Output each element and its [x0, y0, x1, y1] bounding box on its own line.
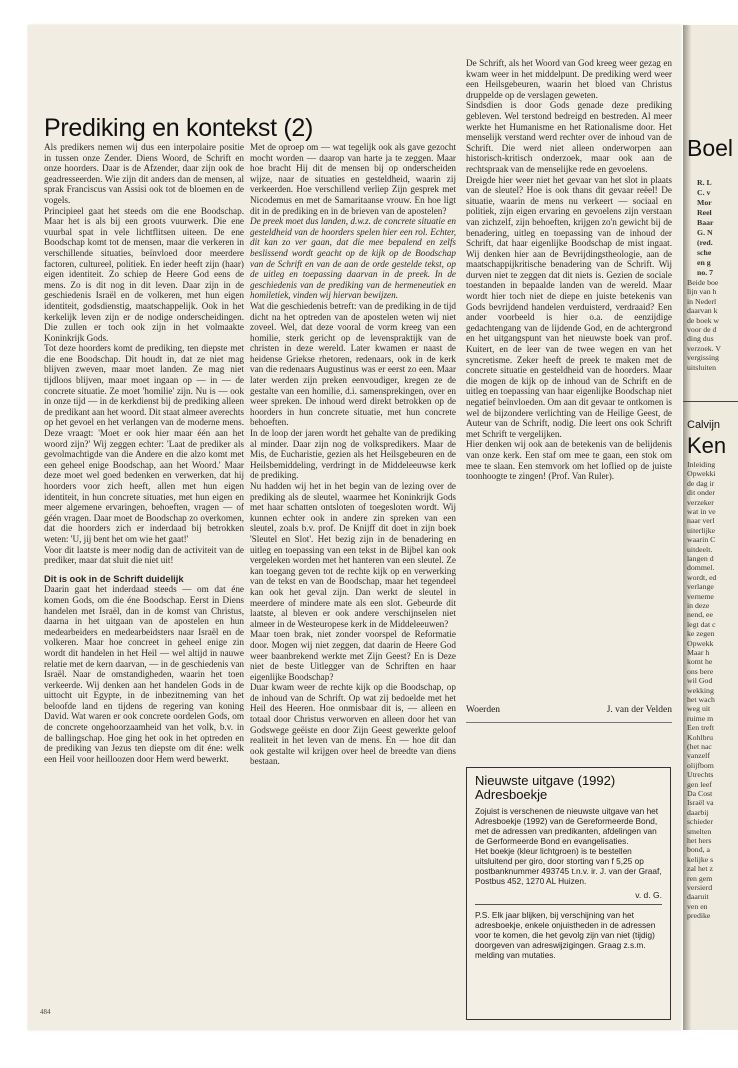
text-line: dommel.	[687, 563, 715, 573]
paragraph: Als predikers nemen wij dus een interpolaire positie in tussen onze Zender. Diens Woord, de Schrift en onze hoorders. Daar is de Afzender, daar zijn ook de geadresseerden. Wie zijn dit anders dan de mensen, al sprak Franciscus van Assisi ook tot de bloemen en de vogels.	[44, 142, 244, 205]
paragraph: In de loop der jaren wordt het gehalte van de prediking al minder. Daar zijn nog de volkspredikers. Maar de Mis, de Eucharistie, gezien als het Heilsgebeuren en de Heilsbemiddeling, verdringt in de Middeleeuwse kerk de prediking.	[250, 428, 456, 481]
text-line: in deze	[687, 601, 710, 610]
text-line: smelten	[687, 826, 712, 836]
page-right-fragment	[683, 25, 738, 1030]
next-article-title: Boel	[687, 135, 734, 161]
place: Woerden	[466, 705, 501, 715]
text-line: verneme	[687, 591, 714, 601]
text-line: (red.	[697, 238, 713, 247]
text-line: vanzelf	[687, 751, 710, 761]
text-line: komt he	[687, 657, 713, 667]
text-line: waarin C	[687, 535, 716, 545]
text-line: Utrechts	[687, 770, 714, 780]
next-article-kicker: Calvijn	[687, 419, 721, 431]
text-line: dit onder	[687, 488, 715, 498]
notice-initials: v. d. G.	[635, 890, 662, 900]
text-line: ren gem	[687, 873, 713, 883]
column-2	[250, 142, 456, 990]
text-line: en g	[697, 258, 711, 267]
text-line: de dag ir	[687, 478, 715, 488]
text-line: Een treft	[687, 723, 715, 733]
paragraph: Hier denken wij ook aan de betekenis van de belijdenis van onze kerk. Een staf om mee te gaan, een stok om mee te slaan. Een stemvork om het loflied op de juiste toonhoogte te zingen! (Prof. Van Ruler).	[466, 439, 672, 482]
signature-line	[466, 705, 672, 715]
divider	[683, 401, 738, 402]
column-1	[44, 142, 244, 1004]
page-number: 484	[40, 1008, 51, 1016]
paragraph: Nu hadden wij het in het begin van de lezing over de prediking als de sleutel, waarmee het Koninkrijk Gods met haar schatten ontsloten of toegesloten wordt. Wij kunnen echter ook in andere zin spreken van een sleutel, zoals b.v. prof. De Knijff dit doet in zijn boek 'Sleutel en Slot'. Het bezig zijn in de benadering en uitleg en toepassing van een tekst in de Bijbel kan ook vergeleken worden met het hanteren van een sleutel. Ze kan toegang geven tot de rechte kijk op en verwerking van de tekst en van de Boodschap, maar het tegendeel kan ook het geval zijn. Dan werkt de sleutel in meerdere of mindere mate als een slot. Gebeurde dit laatste, al bleven er ook andere verschijnselen niet almeer in de Westeuropese kerk in de Middeleeuwen?	[250, 481, 456, 629]
text-line: ruime m	[687, 713, 714, 723]
text-line: zal het z	[687, 864, 713, 874]
text-line: Opwekki	[687, 469, 716, 479]
paragraph: Principieel gaat het steeds om die ene Boodschap. Maar het is als bij een groots vuurwerk. Die ene vuurbal spat in vele lichtflitsen uiteen. De ene Boodschap komt tot de mensen, maar die verkeren in verschillende situaties, beïnvloed door meerdere factoren, cultureel, politiek. En ieder heeft zijn (haar) eigen identiteit. Zo schiep de Heere God eens de mens. Zo is dit nog in dit leven. Daar zijn in de geschiedenis Israël en de volkeren, met hun eigen identiteit, godsdienstig, maatschappelijk. Ook in het kerkelijk leven zijn er de nodige onderscheidingen. Die zullen er toch ook zijn in het volmaakte Koninkrijk Gods.	[44, 205, 244, 343]
text-line: schieder	[687, 817, 713, 827]
text-line: Baar	[697, 218, 714, 227]
text-line: daarbij	[687, 807, 709, 817]
text-line: verzoek. V	[687, 343, 722, 353]
text-line: naar verl	[687, 516, 715, 526]
text-line: Kohlbru	[687, 732, 713, 742]
article-title: Prediking en kontekst (2)	[44, 114, 314, 142]
text-line: verzeker	[687, 497, 714, 507]
text-line: ven en	[687, 901, 708, 911]
notice-subtitle: Adresboekje	[475, 787, 548, 802]
text-line: gen leef	[687, 779, 712, 789]
text-line: Mor	[697, 198, 712, 207]
text-line: R. L	[697, 178, 712, 187]
paragraph: Voor dit laatste is meer nodig dan de activiteit van de prediker, maar dat sluit die niet uit!	[44, 544, 244, 566]
text-line: wat in ve	[687, 507, 716, 516]
text-line: Opwekk	[687, 638, 714, 648]
text-line: Beide boe	[687, 278, 719, 287]
text-line: versierd	[687, 883, 713, 892]
text-line: nend, ee	[687, 610, 713, 620]
text-line: het wach	[687, 695, 715, 704]
text-line: predike	[687, 911, 711, 921]
text-line: C. v	[697, 188, 711, 197]
paragraph-text: De preek moet dus landen, d.w.z. de concrete situatie en gesteldheid van de hoorders spelen hier een rol. Echter, dit kan zo ver gaan, dat die mee bepalend en zelfs beslissend wordt geacht op de kijk op de Boodschap van de Schrift en van de aan de orde gestelde tekst, op de uitleg en toepassing daarvan in de preek. In de geschiedenis van de prediking van de hermeneutiek en homiletiek, vinden wij hiervan bewijzen.	[250, 216, 456, 301]
text-line: Maar h	[687, 648, 710, 657]
notice-ps: P.S. Elk jaar blijken, bij verschijning van het adresboekje, enkele onjuistheden in de adressen voor te komen, die het gevolg zijn van niet (tijdig) doorgeven van adreswijzigingen. Graag z.s.m. melding van mutaties.	[475, 904, 662, 960]
text-line: weg uit	[687, 704, 711, 714]
text-line: vergissing	[687, 353, 719, 363]
text-line: uiterlijke	[687, 525, 716, 535]
column-3	[466, 58, 672, 702]
paragraph: Met de oproep om — wat tegelijk ook als gave gezocht mocht worden — daarop van harte ja te zeggen. Maar hoe bracht Hij dit de mensen bij op onderscheiden wijze, naar de situaties en gesteldheid, waarin zij verkeerden. Hoe verschillend verliep Zijn gesprek met Nicodemus en met de Samaritaanse vrouw. En hoe ligt dit in de prediking en in de brieven van de apostelen?	[250, 142, 456, 216]
text-line: daarvan k	[687, 306, 718, 316]
notice-box	[466, 767, 671, 1020]
text-line: G. N	[697, 228, 713, 237]
paragraph: Sindsdien is door Gods genade deze prediking gebleven. Wel terstond bedreigd en bestreden. Al meer werkte het Humanisme en het Rationalisme door. Het menselijk verstand werd rechter over de inhoud van de Schrift. Die werd niet alleen onderworpen aan historisch-kritisch onderzoek, maar ook aan de rechtspraak van de menselijke rede en gevoelens.	[466, 100, 672, 174]
paragraph: Maar toen brak, niet zonder voorspel de Reformatie door. Mogen wij niet zeggen, dat daarin de Heere God weer baanbrekend werkte met Zijn Geest? En is Deze niet de beste Uitlegger van de Schriften en haar eigenlijke Boodschap?	[250, 629, 456, 682]
text-line: wordt, ed	[687, 572, 717, 582]
text-line: wekking	[687, 685, 714, 695]
text-line: sche	[697, 248, 712, 257]
text-line: kelijke s	[687, 854, 714, 864]
text-line: Da Cost	[687, 789, 713, 798]
author: J. van der Velden	[606, 705, 672, 715]
text-line: lijn van h	[687, 287, 717, 297]
text-line: wil God	[687, 676, 713, 686]
paragraph: Dreigde hier weer niet het gevaar van het slot in plaats van de sleutel? Hoe is ook thans dit gevaar reëel! De situatie, waarin de mens nu verkeert — sociaal en politiek, zijn eigen ervaring en gevoelens zijn verstaan van zichzelf, zijn behoeften, krijgen zo'n gewicht bij de benadering, uitleg en toepassing van de inhoud der Schrift, dat haar eigenlijke Boodschap de mist ingaat. Wij denken hier aan de Bevrijdingstheologie, aan de maatschappijkritische benadering van de Schrift. Wij durven niet te zeggen dat dit niets is. Gezien de sociale toestanden in bepaalde landen van de wereld. Maar wordt hier toch niet de diepe en juiste betekenis van Gods bevrijdend handelen verduisterd, verdraaid? Een ander voorbeeld is hier o.a. de eenzijdige gedachtengang van de lijdende God, en de achtergrond en het uitgangspunt van het nieuwste boek van prof. Kuitert, en de leer van de twee wegen en van het syncretisme. Zeker heeft de preek te maken met de concrete situatie en gesteldheid van de hoorders. Maar die mogen de kijk op de inhoud van de Schrift en de uitleg en toepassing van haar eigenlijke Boodschap niet negatief beïnvloeden. Om aan dit gevaar te ontkomen is wel de bijzondere verlichting van de Heilige Geest, de Auteur van de Schrift, nodig. Die leert ons ook Schrift met Schrift te vergelijken.	[466, 174, 672, 439]
text-line: legt dat c	[687, 619, 716, 629]
text-line: in Nederl	[687, 296, 717, 306]
notice-body: Zojuist is verschenen de nieuwste uitgave van het Adresboekje (1992) van de Gereformeerde Bond, met de adressen van predikanten, afdelingen van de Gerformeerde Bond en evangelisaties.	[475, 806, 659, 846]
text-line: Inleiding	[687, 460, 716, 469]
paragraph: Daarin gaat het inderdaad steeds — om dat éne komen Gods, om die éne Boodschap. Eerst in Diens handelen met Israël, dan in de komst van Christus, daarna in het uitgaan van de apostelen en hun medearbeiders en medearbeidsters naar Israël en de volkeren. Maar hoe concreet in geheel enige zin wordt dit handelen in het Heil — wel altijd in nauwe relatie met de kern daarvan, — in de geschiedenis van Israël. Naar de omstandigheden, waarin het toen verkeerde. Wij denken aan het handelen Gods in de uittocht uit Egypte, in de inbezitneming van het beloofde land en tijdens de regering van koning David. Wat waren er ook concrete oordelen Gods, om de concrete ongehoorzaamheid van het volk, b.v. in de ballingschap. Hoe ging het ook in het optreden en de prediking van Jezus ten diepste om dit éne: welk een Heil voor heilloozen door Hem werd bewerkt.	[44, 584, 244, 764]
text-line: het hers	[687, 836, 712, 845]
text-line: daaruit	[687, 892, 709, 902]
text-line: de boek w	[687, 315, 720, 325]
text-line: Reel	[697, 208, 712, 217]
text-line: (het nac	[687, 742, 712, 751]
paragraph: Wat die geschiedenis betreft: van de prediking in de tijd dicht na het optreden van de apostelen weten wij niet zoveel. Wel, dat deze vooral de vorm kreeg van een homilie, sterk gericht op de levenspraktijk van de christen in deze wereld. Later kwamen er naast de heidense Griekse rhetoren, redenaars, ook in de kerk van die redenaars Augustinus was er eerst zo een. Maar later werden zijn preken eenvoudiger, kregen ze de gestalte van een homilie, d.i. samensprekingen, over en weer spreken. De inhoud werd direkt betrokken op de hoorders in hun concrete situatie, met hun concrete behoeften.	[250, 300, 456, 428]
text-line: uitdeelt.	[687, 544, 713, 554]
text-line: verlange	[687, 582, 714, 592]
text-line: bond, a	[687, 845, 710, 855]
text-line: Israël va	[687, 798, 714, 808]
divider	[466, 722, 672, 723]
text-line: ons bere	[687, 666, 714, 676]
text-line: no. 7	[697, 268, 714, 277]
text-line: langen d	[687, 554, 714, 563]
text-line: ding dus	[687, 334, 714, 344]
text-line: ke zegen	[687, 629, 715, 639]
paragraph: Tot deze hoorders komt de prediking, ten diepste met die ene Boodschap. Dit houdt in, dat ze niet mag blijven zweven, maar moet landen. Ze mag niet tijdloos blijven, maar moet ingaan op — in — de concrete situatie. Ze moet 'homilie' zijn. Nu is — ook in onze tijd — in de kerkdienst bij de prediking alleen de predikant aan het woord. Dit staat almeer averechts op het gevoel en het verlangen van de moderne mens. Deze vraagt: 'Moet er ook hier maar één aan het woord zijn?' Wij zeggen echter: 'Laat de prediker als gevolmachtigde van die Andere en die alzo komt met een geheel enige Boodschap, aan het Woord.' Maar deze moet wel goed bedenken en verwerken, dat hij hoorders voor zich heeft, allen met hun eigen identiteit, in hun concrete situaties, met hun eigen en meer algemene ervaringen, behoeften, vragen — of géén vragen. Daar moet de Boodschap zo overkomen, dat die hoorders zich er inderdaad bij betrokken weten: 'U, jij bent het om wie het gaat!'	[44, 343, 244, 544]
paragraph: De Schrift, als het Woord van God kreeg weer gezag en kwam weer in het middelpunt. De prediking werd weer een Heilsgebeuren, waarin het bloed van Christus druppelde op de verslagen geweten.	[466, 58, 672, 100]
text-line: uitsluiten	[687, 362, 717, 372]
paragraph	[250, 216, 456, 301]
notice-order: Het boekje (kleur lichtgroen) is te bestellen uitsluitend per giro, door storting van f 5,25 op postbanknummer 493745 t.n.v. ir. J. van der Graaf, Postbus 452, 1270 AL Huizen.	[475, 846, 662, 886]
text-line: voor de d	[687, 325, 717, 334]
paragraph: Duar kwam weer de rechte kijk op die Boodschap, op de inhoud van de Schrift. Op wat zij bedoelde met het Heil des Heeren. Hoe onmisbaar dit is, — alleen en totaal door Christus verworven en alleen door het van Godswege geëiste en door Zijn Geest gewerkte geloof realiteit in het leven van de mens. En — hoe dit dan ook gestalte wil krijgen over heel de breedte van diens bestaan.	[250, 682, 456, 767]
section-heading: Dit is ook in de Schrift duidelijk	[44, 572, 184, 584]
next-article2-title: Ken	[687, 433, 727, 458]
text-line: olijfbom	[687, 760, 714, 770]
notice-title: Nieuwste uitgave (1992)	[475, 773, 616, 788]
